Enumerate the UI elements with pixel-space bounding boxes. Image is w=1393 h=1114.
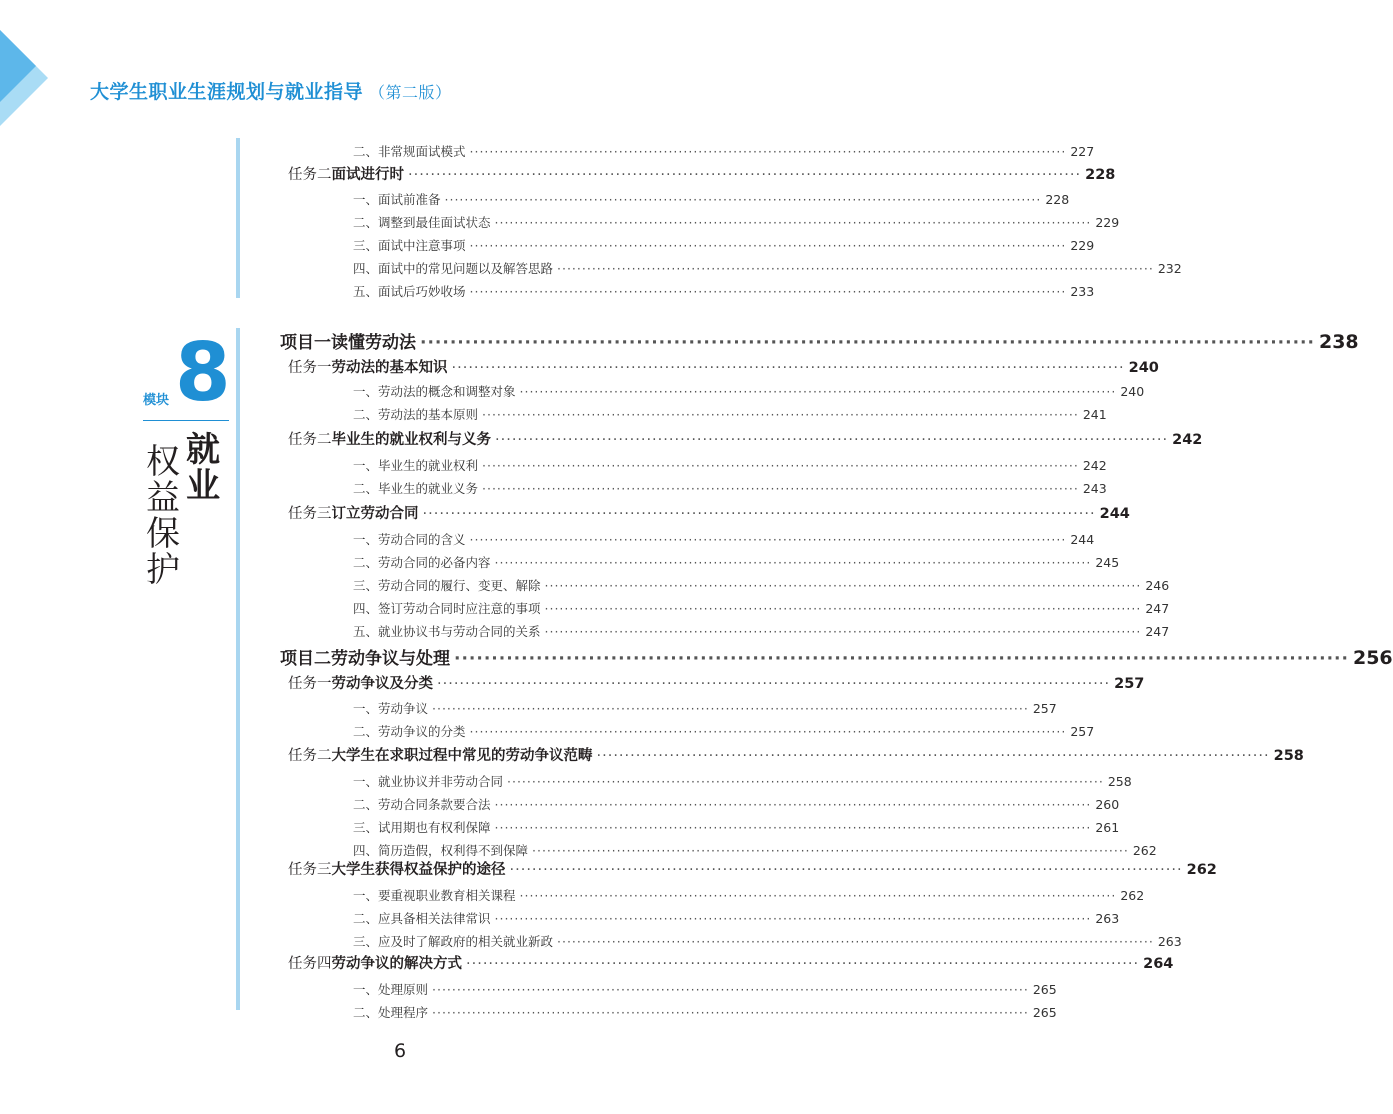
toc-entry-prefix: 任务二 <box>288 167 332 183</box>
toc-entry-level1[interactable] <box>280 328 1359 353</box>
toc-entry-title: 二、非常规面试模式 <box>353 144 466 159</box>
toc-entry-page: 265 <box>1032 1005 1057 1020</box>
toc-entry-title: 劳动争议的解决方式 <box>331 956 462 972</box>
toc-entry-title: 劳动法的基本知识 <box>331 360 448 376</box>
toc-entry-level3[interactable] <box>353 932 1182 950</box>
toc-entry-level2[interactable] <box>288 744 1304 765</box>
toc-entry-title: 一、要重视职业教育相关课程 <box>353 888 516 903</box>
toc-entry-title: 一、毕业生的就业权利 <box>353 458 479 473</box>
toc-entry-title: 三、应及时了解政府的相关就业新政 <box>353 934 554 949</box>
toc-entry-page: 240 <box>1128 360 1159 376</box>
toc-entry-page: 242 <box>1172 432 1203 448</box>
toc-entry-level2[interactable] <box>288 672 1145 693</box>
toc-entry-page: 229 <box>1095 215 1120 230</box>
toc-entry-page: 260 <box>1095 797 1120 812</box>
toc-leader-dots: ························································································································ <box>420 333 1315 353</box>
toc-entry-level3[interactable] <box>353 382 1145 400</box>
toc-entry-prefix: 任务二 <box>288 432 332 448</box>
module-number: 8 <box>175 326 231 419</box>
toc-leader-dots: ························································································································ <box>557 934 1154 949</box>
toc-entry-page: 228 <box>1085 167 1116 183</box>
module-title-char: 权 <box>146 442 180 482</box>
toc-entry-title: 五、面试后巧妙收场 <box>353 284 466 299</box>
toc-entry-title: 二、调整到最佳面试状态 <box>353 215 491 230</box>
module-title <box>143 432 229 612</box>
toc-entry-level2[interactable] <box>288 858 1217 879</box>
toc-leader-dots: ························································································································ <box>408 167 1082 183</box>
module-title-char: 保 <box>146 514 180 554</box>
toc-entry-level3[interactable] <box>353 1003 1057 1021</box>
toc-leader-dots: ························································································································ <box>532 843 1129 858</box>
toc-entry-level3[interactable] <box>353 259 1182 277</box>
toc-leader-dots: ························································································································ <box>437 676 1111 692</box>
toc-entry-page: 240 <box>1120 384 1145 399</box>
toc-entry-title: 一、处理原则 <box>353 982 429 997</box>
module-title-char: 业 <box>186 466 220 506</box>
section-bar-module <box>236 328 240 1010</box>
toc-leader-dots: ························································································································ <box>482 458 1079 473</box>
toc-entry-page: 261 <box>1095 820 1120 835</box>
toc-entry-page: 238 <box>1318 331 1359 353</box>
toc-entry-page: 256 <box>1352 647 1393 669</box>
module-title-bold <box>185 432 221 504</box>
toc-entry-page: 247 <box>1145 601 1170 616</box>
toc-entry-title: 三、试用期也有权利保障 <box>353 820 491 835</box>
toc-entry-page: 229 <box>1070 238 1095 253</box>
toc-entry-title: 面试进行时 <box>331 167 404 183</box>
toc-leader-dots: ························································································································ <box>469 238 1067 253</box>
toc-entry-level3[interactable] <box>353 479 1107 497</box>
toc-entry-level1[interactable] <box>280 644 1393 669</box>
toc-leader-dots: ························································································································ <box>544 601 1142 616</box>
toc-leader-dots: ························································································································ <box>494 911 1092 926</box>
module-title-char: 益 <box>146 478 180 518</box>
toc-entry-title: 二、劳动合同条款要合法 <box>353 797 491 812</box>
toc-leader-dots: ························································································································ <box>469 724 1067 739</box>
toc-leader-dots: ························································································································ <box>596 748 1270 764</box>
toc-entry-level3[interactable] <box>353 456 1107 474</box>
toc-entry-page: 265 <box>1032 982 1057 997</box>
toc-entry-level3[interactable] <box>353 282 1095 300</box>
toc-leader-dots: ························································································································ <box>482 407 1079 422</box>
toc-entry-page: 264 <box>1143 956 1174 972</box>
toc-leader-dots: ························································································································ <box>451 360 1125 376</box>
toc-entry-page: 263 <box>1095 911 1120 926</box>
toc-entry-level3[interactable] <box>353 553 1120 571</box>
toc-entry-title: 二、毕业生的就业义务 <box>353 481 479 496</box>
toc-entry-prefix: 任务一 <box>288 360 332 376</box>
toc-entry-title: 二、劳动争议的分类 <box>353 724 466 739</box>
toc-entry-page: 257 <box>1114 676 1145 692</box>
toc-entry-level3[interactable] <box>353 530 1095 548</box>
toc-entry-level3[interactable] <box>353 909 1120 927</box>
toc-entry-title: 订立劳动合同 <box>331 506 419 522</box>
toc-entry-level3[interactable] <box>353 236 1095 254</box>
toc-entry-level3[interactable] <box>353 405 1107 423</box>
toc-entry-title: 二、劳动法的基本原则 <box>353 407 479 422</box>
toc-entry-prefix: 任务三 <box>288 862 332 878</box>
toc-leader-dots: ························································································································ <box>494 797 1092 812</box>
toc-entry-title: 四、简历造假，权利得不到保障 <box>353 843 529 858</box>
toc-entry-level3[interactable] <box>353 576 1170 594</box>
toc-entry-level3[interactable] <box>353 142 1095 160</box>
toc-leader-dots: ························································································································ <box>469 284 1067 299</box>
toc-entry-title: 一、劳动合同的含义 <box>353 532 466 547</box>
toc-entry-page: 243 <box>1082 481 1107 496</box>
toc-entry-page: 242 <box>1082 458 1107 473</box>
toc-entry-title: 二、劳动合同的必备内容 <box>353 555 491 570</box>
toc-leader-dots: ························································································································ <box>466 956 1140 972</box>
toc-entry-level3[interactable] <box>353 886 1145 904</box>
toc-entry-title: 一、劳动法的概念和调整对象 <box>353 384 516 399</box>
toc-entry-title: 三、劳动合同的履行、变更、解除 <box>353 578 541 593</box>
toc-entry-title: 四、面试中的常见问题以及解答思路 <box>353 261 554 276</box>
toc-leader-dots: ························································································································ <box>544 624 1142 639</box>
toc-entry-level3[interactable] <box>353 841 1157 859</box>
toc-leader-dots: ························································································································ <box>432 701 1029 716</box>
toc-leader-dots: ························································································································ <box>519 384 1117 399</box>
toc-entry-title: 二、处理程序 <box>353 1005 429 1020</box>
toc-entry-prefix: 项目二 <box>280 649 331 669</box>
book-title-text: 大学生职业生涯规划与就业指导 <box>90 81 364 103</box>
toc-entry-title: 大学生获得权益保护的途径 <box>331 862 506 878</box>
corner-arrow-decoration <box>0 0 60 130</box>
module-title-char: 护 <box>146 550 180 590</box>
toc-leader-dots: ························································································································ <box>469 532 1067 547</box>
page-number: 6 <box>393 1040 407 1062</box>
toc-leader-dots: ························································································································ <box>544 578 1142 593</box>
toc-entry-page: 258 <box>1273 748 1304 764</box>
toc-entry-level2[interactable] <box>288 356 1159 377</box>
toc-entry-level3[interactable] <box>353 795 1120 813</box>
toc-entry-title: 一、劳动争议 <box>353 701 429 716</box>
toc-entry-level2[interactable] <box>288 428 1203 449</box>
toc-leader-dots: ························································································································ <box>432 1005 1029 1020</box>
toc-entry-title: 读懂劳动法 <box>331 333 416 353</box>
toc-leader-dots: ························································································································ <box>469 144 1067 159</box>
toc-entry-title: 大学生在求职过程中常见的劳动争议范畴 <box>331 748 593 764</box>
toc-entry-page: 246 <box>1145 578 1170 593</box>
toc-leader-dots: ························································································································ <box>432 982 1029 997</box>
toc-entry-title: 五、就业协议书与劳动合同的关系 <box>353 624 541 639</box>
toc-entry-page: 228 <box>1045 192 1070 207</box>
toc-entry-title: 一、就业协议并非劳动合同 <box>353 774 504 789</box>
toc-entry-page: 263 <box>1157 934 1182 949</box>
toc-entry-title: 一、面试前准备 <box>353 192 441 207</box>
toc-entry-level3[interactable] <box>353 213 1120 231</box>
module-divider <box>143 420 229 421</box>
toc-entry-prefix: 任务四 <box>288 956 332 972</box>
toc-entry-page: 262 <box>1186 862 1217 878</box>
toc-entry-title: 四、签订劳动合同时应注意的事项 <box>353 601 541 616</box>
toc-entry-page: 262 <box>1120 888 1145 903</box>
toc-entry-level3[interactable] <box>353 622 1170 640</box>
toc-entry-page: 227 <box>1070 144 1095 159</box>
edition-label: （第二版） <box>369 83 452 102</box>
toc-entry-page: 258 <box>1107 774 1132 789</box>
toc-entry-title: 二、应具备相关法律常识 <box>353 911 491 926</box>
toc-leader-dots: ························································································································ <box>495 432 1169 448</box>
toc-entry-level2[interactable] <box>288 502 1130 523</box>
toc-entry-prefix: 项目一 <box>280 333 331 353</box>
module-title-light <box>145 444 181 588</box>
toc-entry-title: 劳动争议与处理 <box>331 649 450 669</box>
toc-leader-dots: ························································································································ <box>422 506 1096 522</box>
toc-entry-page: 257 <box>1032 701 1057 716</box>
toc-entry-level3[interactable] <box>353 190 1070 208</box>
toc-entry-prefix: 任务一 <box>288 676 332 692</box>
toc-leader-dots: ························································································································ <box>494 820 1092 835</box>
toc-leader-dots: ························································································································ <box>494 215 1092 230</box>
toc-entry-level3[interactable] <box>353 980 1057 998</box>
toc-entry-level2[interactable] <box>288 952 1174 973</box>
toc-entry-page: 241 <box>1082 407 1107 422</box>
toc-leader-dots: ························································································································ <box>494 555 1092 570</box>
toc-entry-page: 257 <box>1070 724 1095 739</box>
toc-entry-page: 244 <box>1099 506 1130 522</box>
toc-leader-dots: ························································································································ <box>557 261 1154 276</box>
module-label: 模块 <box>143 393 170 408</box>
toc-leader-dots: ························································································································ <box>519 888 1117 903</box>
toc-entry-title: 毕业生的就业权利与义务 <box>331 432 491 448</box>
toc-entry-level2[interactable] <box>288 163 1116 184</box>
toc-entry-page: 262 <box>1132 843 1157 858</box>
toc-leader-dots: ························································································································ <box>482 481 1079 496</box>
toc-leader-dots: ························································································································ <box>454 649 1349 669</box>
toc-entry-level3[interactable] <box>353 818 1120 836</box>
toc-entry-page: 233 <box>1070 284 1095 299</box>
section-bar-top <box>236 138 240 298</box>
toc-entry-level3[interactable] <box>353 772 1132 790</box>
book-title <box>90 77 452 104</box>
toc-entry-title: 劳动争议及分类 <box>331 676 433 692</box>
toc-entry-page: 232 <box>1157 261 1182 276</box>
toc-leader-dots: ························································································································ <box>444 192 1042 207</box>
toc-entry-level3[interactable] <box>353 722 1095 740</box>
toc-leader-dots: ························································································································ <box>507 774 1104 789</box>
toc-entry-prefix: 任务二 <box>288 748 332 764</box>
toc-entry-level3[interactable] <box>353 599 1170 617</box>
toc-entry-page: 244 <box>1070 532 1095 547</box>
toc-entry-title: 三、面试中注意事项 <box>353 238 466 253</box>
toc-entry-page: 245 <box>1095 555 1120 570</box>
toc-leader-dots: ························································································································ <box>509 862 1183 878</box>
toc-entry-prefix: 任务三 <box>288 506 332 522</box>
toc-entry-level3[interactable] <box>353 699 1057 717</box>
module-heading <box>143 326 231 590</box>
toc-entry-page: 247 <box>1145 624 1170 639</box>
module-title-char: 就 <box>186 430 220 470</box>
